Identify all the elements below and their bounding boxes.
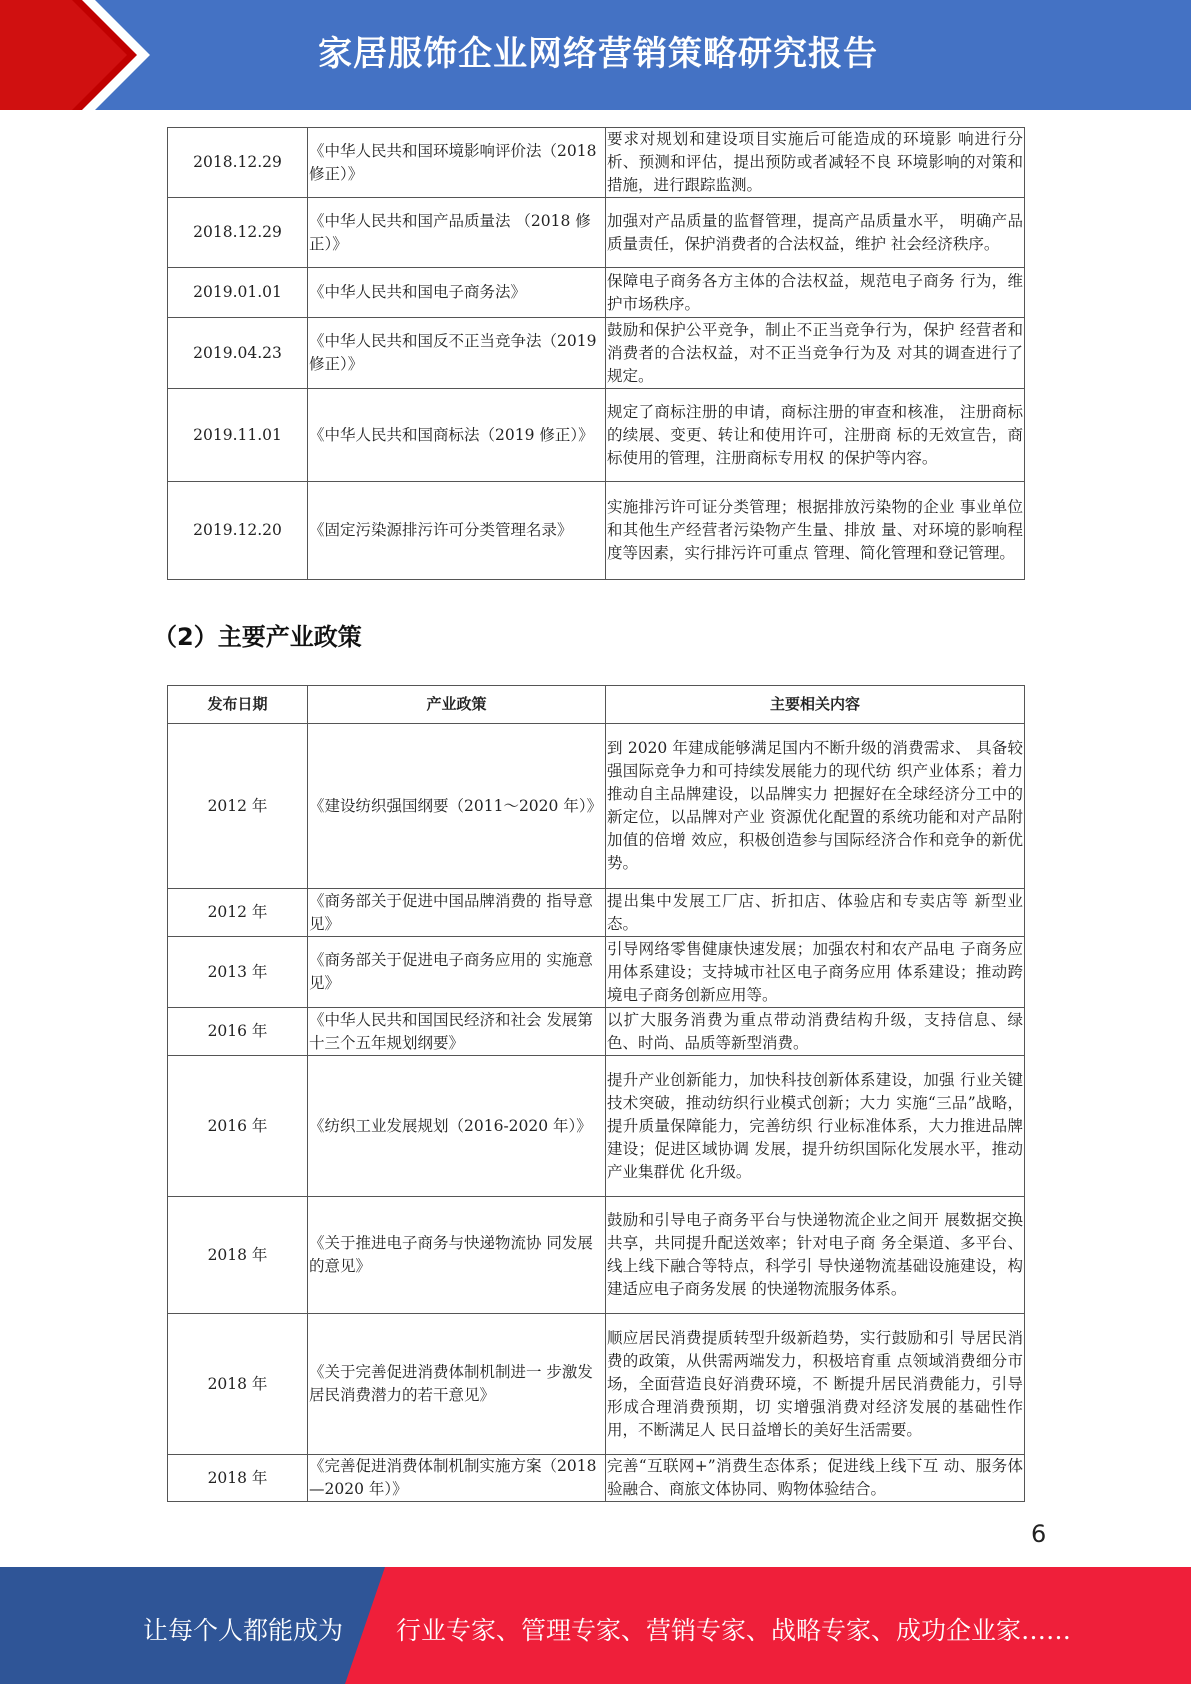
table-row	[168, 724, 1025, 889]
table-row	[168, 1056, 1025, 1197]
law-date: 2019.11.01	[168, 389, 308, 482]
policy-name: 《纺织工业发展规划（2016-2020 年）》	[308, 1056, 606, 1197]
table-row	[168, 482, 1025, 580]
table-row	[168, 128, 1025, 198]
law-date: 2019.01.01	[168, 268, 308, 318]
law-date: 2018.12.29	[168, 128, 308, 198]
policy-date: 2018 年	[168, 1197, 308, 1314]
table-row	[168, 268, 1025, 318]
page-footer	[0, 1567, 1191, 1684]
policy-name: 《商务部关于促进电子商务应用的 实施意见》	[308, 937, 606, 1008]
law-name: 《中华人民共和国商标法（2019 修正）》	[308, 389, 606, 482]
law-name: 《中华人民共和国反不正当竞争法（2019 修正）》	[308, 318, 606, 389]
policy-name: 《完善促进消费体制机制实施方案（2018—2020 年）》	[308, 1455, 606, 1502]
column-header-date: 发布日期	[168, 686, 308, 724]
policy-content: 鼓励和引导电子商务平台与快递物流企业之间开 展数据交换共享，共同提升配送效率；针对电子商 务全渠道、多平台、线上线下融合等特点，科学引 导快递物流基础设施建设，构建适应电子商务发展 的快递物流服务体系。	[606, 1197, 1025, 1314]
policy-date: 2013 年	[168, 937, 308, 1008]
table-row	[168, 937, 1025, 1008]
footer-slogan-right: 行业专家、管理专家、营销专家、战略专家、成功企业家……	[396, 1616, 1072, 1645]
policy-date: 2012 年	[168, 889, 308, 937]
table-row	[168, 1314, 1025, 1455]
table-row	[168, 1008, 1025, 1056]
law-name: 《固定污染源排污许可分类管理名录》	[308, 482, 606, 580]
policy-content: 提出集中发展工厂店、折扣店、体验店和专卖店等 新型业态。	[606, 889, 1025, 937]
policy-content: 引导网络零售健康快速发展；加强农村和农产品电 子商务应用体系建设；支持城市社区电子商务应用 体系建设；推动跨境电子商务创新应用等。	[606, 937, 1025, 1008]
column-header-content: 主要相关内容	[606, 686, 1025, 724]
policy-name: 《关于推进电子商务与快递物流协 同发展的意见》	[308, 1197, 606, 1314]
page-header	[0, 0, 1191, 110]
law-content: 规定了商标注册的申请，商标注册的审查和核准， 注册商标的续展、变更、转让和使用许可，注册商 标的无效宣告，商标使用的管理，注册商标专用权 的保护等内容。	[606, 389, 1025, 482]
law-content: 实施排污许可证分类管理；根据排放污染物的企业 事业单位和其他生产经营者污染物产生量、排放 量、对环境的影响程度等因素，实行排污许可重点 管理、简化管理和登记管理。	[606, 482, 1025, 580]
law-content: 要求对规划和建设项目实施后可能造成的环境影 响进行分析、预测和评估，提出预防或者减轻不良 环境影响的对策和措施，进行跟踪监测。	[606, 128, 1025, 198]
table-row	[168, 318, 1025, 389]
law-content: 鼓励和保护公平竞争，制止不正当竞争行为，保护 经营者和消费者的合法权益，对不正当竞争行为及 对其的调查进行了规定。	[606, 318, 1025, 389]
policy-name: 《中华人民共和国国民经济和社会 发展第十三个五年规划纲要》	[308, 1008, 606, 1056]
policy-date: 2016 年	[168, 1008, 308, 1056]
table-row	[168, 389, 1025, 482]
policy-date: 2016 年	[168, 1056, 308, 1197]
section-heading: （2）主要产业政策	[153, 623, 362, 651]
policy-content: 提升产业创新能力，加快科技创新体系建设，加强 行业关键技术突破，推动纺织行业模式创新；大力 实施“三品”战略，提升质量保障能力，完善纺织 行业标准体系，大力推进品牌建设；促进区域协调 发展，提升纺织国际化发展水平，推动产业集群优 化升级。	[606, 1056, 1025, 1197]
law-name: 《中华人民共和国产品质量法 （2018 修正）》	[308, 198, 606, 268]
policy-date: 2018 年	[168, 1455, 308, 1502]
footer-slogan-left: 让每个人都能成为	[143, 1616, 344, 1645]
law-name: 《中华人民共和国电子商务法》	[308, 268, 606, 318]
table-row	[168, 1455, 1025, 1502]
page-number: 6	[1031, 1520, 1047, 1548]
table-row	[168, 889, 1025, 937]
law-date: 2019.12.20	[168, 482, 308, 580]
law-content: 保障电子商务各方主体的合法权益，规范电子商务 行为，维护市场秩序。	[606, 268, 1025, 318]
policy-name: 《关于完善促进消费体制机制进一 步激发居民消费潜力的若干意见》	[308, 1314, 606, 1455]
policy-name: 《商务部关于促进中国品牌消费的 指导意见》	[308, 889, 606, 937]
law-date: 2018.12.29	[168, 198, 308, 268]
law-name: 《中华人民共和国环境影响评价法（2018 修正）》	[308, 128, 606, 198]
law-content: 加强对产品质量的监督管理，提高产品质量水平， 明确产品质量责任，保护消费者的合法权益，维护 社会经济秩序。	[606, 198, 1025, 268]
policy-content: 到 2020 年建成能够满足国内不断升级的消费需求、 具备较强国际竞争力和可持续发展能力的现代纺 织产业体系；着力推动自主品牌建设，以品牌实力 把握好在全球经济分工中的新定位，以品牌对产业 资源优化配置的系统功能和对产品附加值的倍增 效应，积极创造参与国际经济合作和竞争的新优 势。	[606, 724, 1025, 889]
policy-date: 2012 年	[168, 724, 308, 889]
policy-content: 顺应居民消费提质转型升级新趋势，实行鼓励和引 导居民消费的政策，从供需两端发力，积极培育重 点领域消费细分市场，全面营造良好消费环境，不 断提升居民消费能力，引导形成合理消费预期，切 实增强消费对经济发展的基础性作用，不断满足人 民日益增长的美好生活需要。	[606, 1314, 1025, 1455]
table-row	[168, 1197, 1025, 1314]
table-row	[168, 198, 1025, 268]
policy-name: 《建设纺织强国纲要（2011～2020 年）》	[308, 724, 606, 889]
policy-content: 以扩大服务消费为重点带动消费结构升级，支持信息、绿色、时尚、品质等新型消费。	[606, 1008, 1025, 1056]
policy-date: 2018 年	[168, 1314, 308, 1455]
report-title: 家居服饰企业网络营销策略研究报告	[318, 34, 878, 74]
policies-table	[167, 685, 1025, 1502]
policy-content: 完善“互联网+”消费生态体系；促进线上线下互 动、服务体验融合、商旅文体协同、购物体验结合。	[606, 1455, 1025, 1502]
column-header-policy: 产业政策	[308, 686, 606, 724]
laws-table	[167, 127, 1025, 580]
table-header-row	[168, 686, 1025, 724]
law-date: 2019.04.23	[168, 318, 308, 389]
